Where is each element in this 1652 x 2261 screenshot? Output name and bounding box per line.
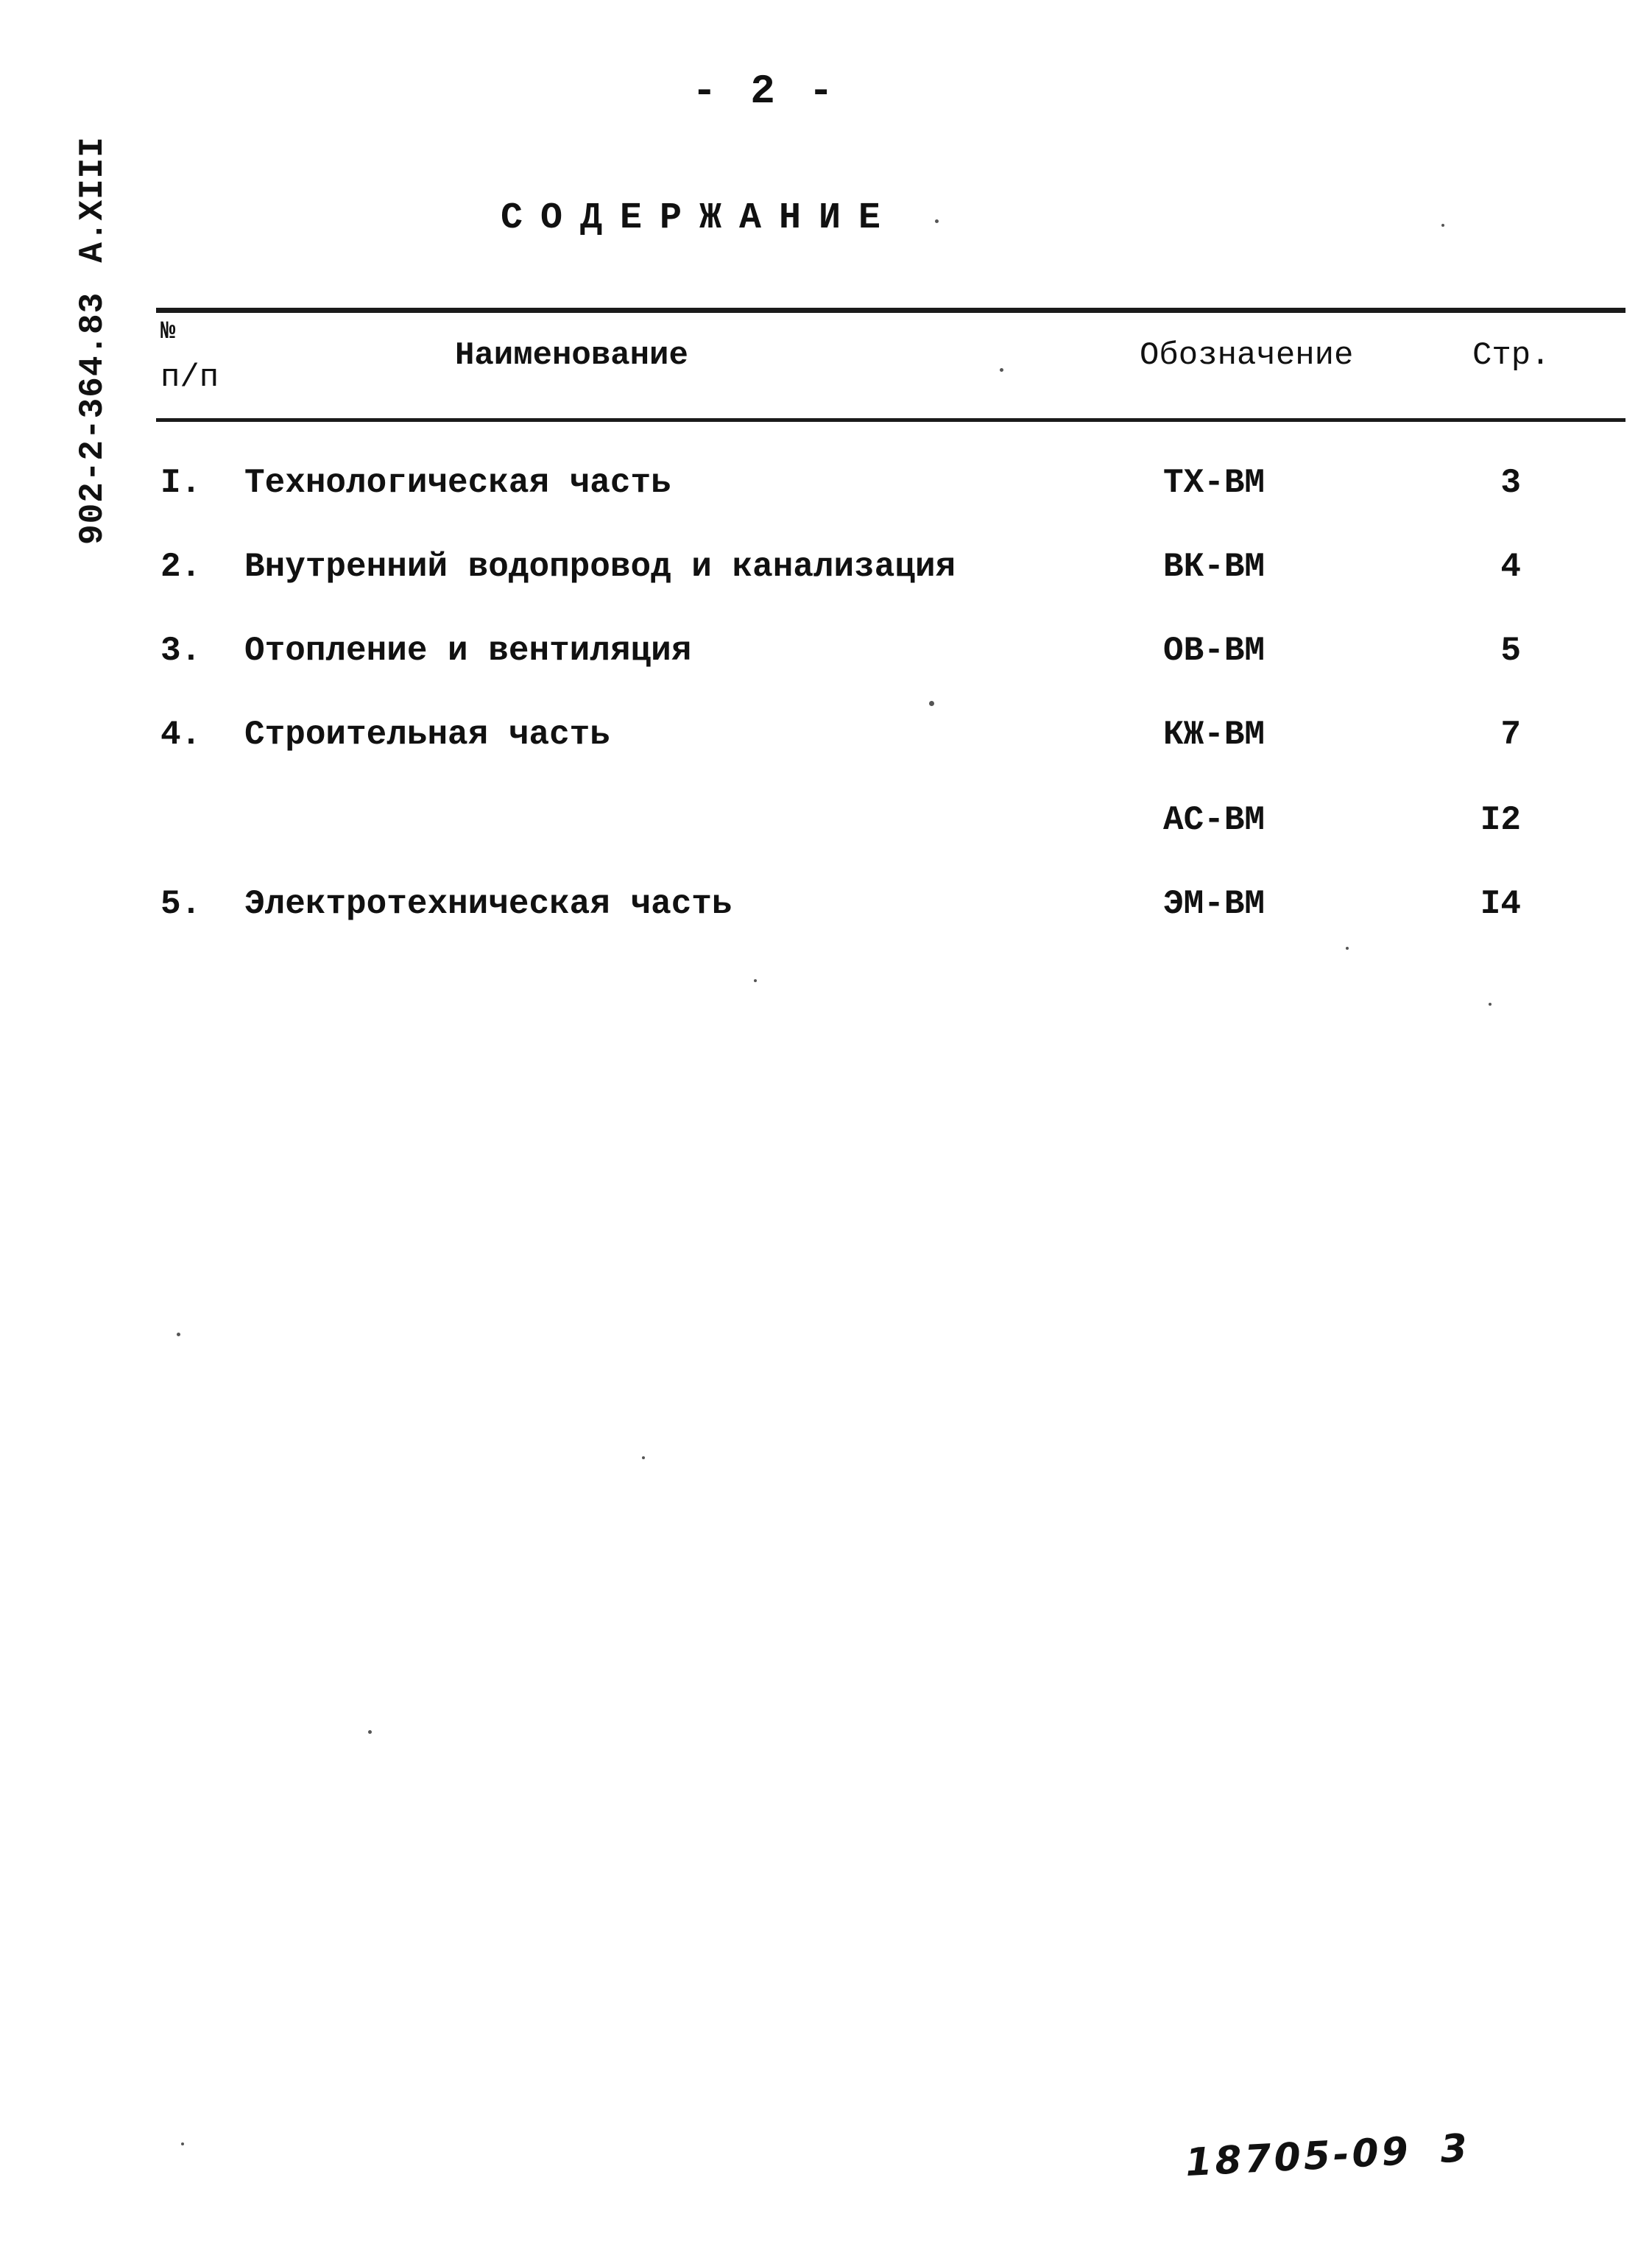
row-name: Отопление и вентиляция	[244, 632, 692, 670]
row-page: I2	[1480, 801, 1521, 839]
scan-speck	[181, 2142, 184, 2145]
scan-speck	[929, 701, 934, 706]
table-header-rule	[156, 418, 1625, 422]
table-row	[0, 632, 1652, 691]
handwritten-number: 18705-09	[1184, 2129, 1413, 2186]
row-number: I.	[160, 464, 202, 502]
scan-speck	[642, 1456, 645, 1459]
table-row	[0, 801, 1652, 860]
row-name: Электротехническая часть	[244, 885, 733, 923]
row-page: I4	[1480, 885, 1521, 923]
header-page: Стр.	[1472, 337, 1550, 374]
row-page: 3	[1500, 464, 1521, 502]
row-code: АС-ВМ	[1163, 801, 1266, 839]
table-row	[0, 885, 1652, 944]
handwritten-note	[1185, 2126, 1472, 2185]
scan-speck	[1441, 224, 1444, 227]
row-code: ЭМ-ВМ	[1163, 885, 1266, 923]
row-code: ВК-ВМ	[1163, 548, 1266, 586]
scan-speck	[177, 1333, 180, 1336]
table-top-rule	[156, 308, 1625, 313]
scan-speck	[1489, 1003, 1492, 1006]
page-title: СОДЕРЖАНИЕ	[501, 197, 899, 239]
row-code: КЖ-ВМ	[1163, 716, 1266, 754]
scan-speck	[1000, 368, 1003, 372]
scan-speck	[1346, 947, 1349, 950]
row-number: 4.	[160, 716, 202, 754]
album-code: A.XIII	[74, 136, 112, 263]
row-page: 7	[1500, 716, 1521, 754]
row-number: 2.	[160, 548, 202, 586]
header-code: Обозначение	[1140, 337, 1354, 374]
row-page: 5	[1500, 632, 1521, 670]
scan-speck	[935, 219, 939, 223]
handwritten-extra: 3	[1439, 2126, 1472, 2172]
header-number-label: п/п	[160, 359, 219, 396]
row-name: Строительная часть	[244, 716, 610, 754]
row-number: 3.	[160, 632, 202, 670]
scan-speck	[368, 1730, 372, 1734]
row-code: ОВ-ВМ	[1163, 632, 1266, 670]
table-row	[0, 464, 1652, 523]
document-code: 902-2-364.83	[74, 292, 112, 545]
table-row	[0, 548, 1652, 607]
row-name: Технологическая часть	[244, 464, 671, 502]
scan-speck	[754, 979, 757, 982]
page-number: - 2 -	[692, 68, 839, 115]
row-number: 5.	[160, 885, 202, 923]
header-number-sign: №	[160, 318, 176, 346]
row-page: 4	[1500, 548, 1521, 586]
table-row	[0, 716, 1652, 775]
header-name: Наименование	[455, 337, 688, 374]
row-code: ТХ-ВМ	[1163, 464, 1266, 502]
row-name: Внутренний водопровод и канализация	[244, 548, 956, 586]
